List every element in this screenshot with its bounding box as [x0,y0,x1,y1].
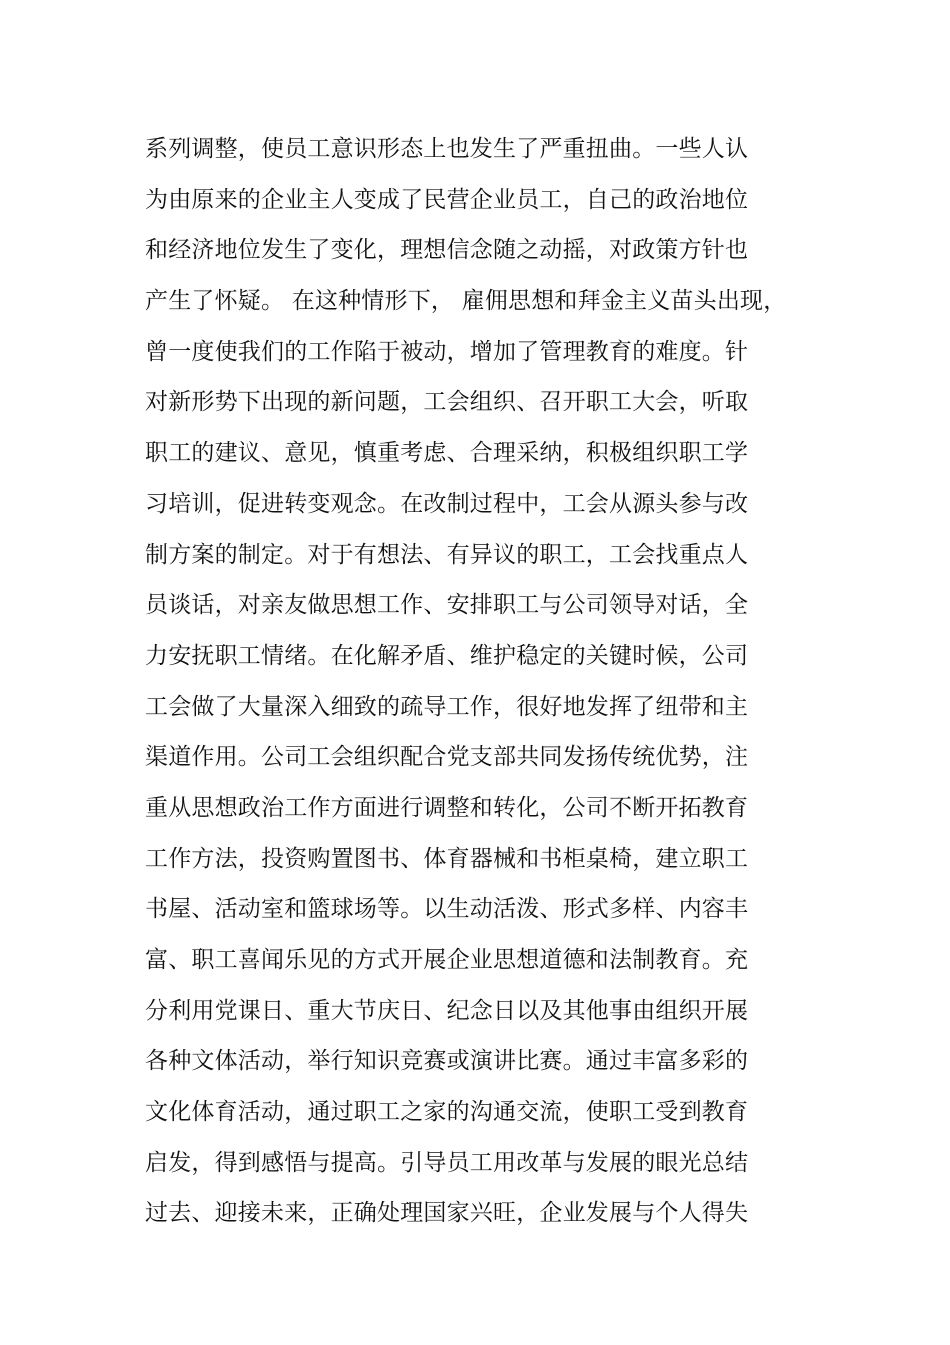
text-line-8: 习培训，促进转变观念。在改制过程中，工会从源头参与改 [145,490,749,517]
text-line-1: 系列调整，使员工意识形态上也发生了严重扭曲。一些人认 [145,136,749,162]
text-line-17: 富、职工喜闻乐见的方式开展企业思想道德和法制教育。充 [145,947,749,973]
text-line-7: 职工的建议、意见，慎重考虑、合理采纳，积极组织职工学 [145,440,749,467]
text-line-14: 重从思想政治工作方面进行调整和转化，公司不断开拓教育 [145,794,749,821]
text-line-11: 力安抚职工情绪。在化解矛盾、维护稳定的关键时候，公司 [145,642,749,669]
text-line-15: 工作方法，投资购置图书、体育器械和书柜桌椅，建立职工 [145,845,749,872]
text-line-10: 员谈话，对亲友做思想工作、安排职工与公司领导对话，全 [145,592,749,619]
text-line-18: 分利用党课日、重大节庆日、纪念日以及其他事由组织开展 [145,997,749,1024]
text-line-6: 对新形势下出现的新问题，工会组织、召开职工大会，听取 [145,389,749,416]
text-line-21: 启发，得到感悟与提高。引导员工用改革与发展的眼光总结 [145,1149,749,1176]
text-line-20: 文化体育活动，通过职工之家的沟通交流，使职工受到教育 [145,1099,749,1126]
text-line-12: 工会做了大量深入细致的疏导工作，很好地发挥了纽带和主 [145,693,749,720]
text-line-16: 书屋、活动室和篮球场等。以生动活泼、形式多样、内容丰 [145,896,749,923]
text-line-4: 产生了怀疑。 在这种情形下， 雇佣思想和拜金主义苗头出现， [145,288,787,315]
text-line-3: 和经济地位发生了变化，理想信念随之动摇，对政策方针也 [145,237,749,264]
text-line-9: 制方案的制定。对于有想法、有异议的职工，工会找重点人 [145,541,749,568]
text-line-2: 为由原来的企业主人变成了民营企业员工，自己的政治地位 [145,186,749,213]
text-line-5: 曾一度使我们的工作陷于被动，增加了管理教育的难度。针 [145,338,749,365]
text-line-22: 过去、迎接未来，正确处理国家兴旺，企业发展与个人得失 [145,1200,749,1227]
text-line-19: 各种文体活动，举行知识竞赛或演讲比赛。通过丰富多彩的 [145,1048,749,1075]
text-line-13: 渠道作用。公司工会组织配合党支部共同发扬传统优势，注 [145,744,749,771]
body-text [145,124,825,1239]
